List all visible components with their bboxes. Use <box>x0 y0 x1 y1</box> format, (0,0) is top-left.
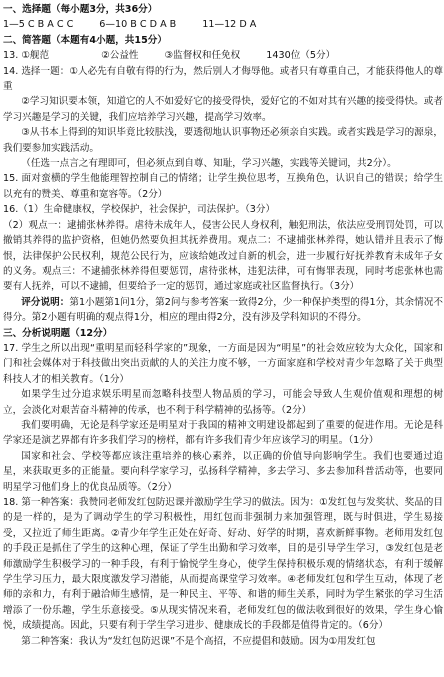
q13-blank: 1430位（5分） <box>266 50 336 62</box>
q18-answer-one: 18. 第一种答案：我赞同老师发红包防迟课并激励学生学习的做法。因为：①发红包与发奖状、奖品的目的是一样的，是为了调动学生的学习积极性，用红包而非强制力来加强管理，既与时俱进，学生易接受，又拉近了师生距离。②青少年学生正处在好奇、好动、好学的时期，喜欢新鲜事物。老师用发红包的手段正是抓住了学生的这种心理，保证了学生出勤和学习效率，目的是引导学生学习，③发红包是老师激励学生积极学习的一种手段，有利于愉悦学生身心，使学生保持积极乐观的情绪状态，有利于缓解学生学习压力，最大限度激发学习潜能，从而提高课堂学习效率。④老师发红包和学生互动，体现了老师的亲和力，有利于融洽师生感情，是一种民主、平等、和谐的师生关系，同时为学生紧张的学习生活增添了一份乐趣，学生乐意接受。⑤从现实情况来看，老师发红包的做法收到很好的效果，学生身心愉悦，成绩提高。因此，只要有利于学生学习进步、健康成长的手段都是值得肯定的。（6分） <box>3 497 443 632</box>
q13-blank: ②公益性 <box>101 50 139 62</box>
q16-scoring-note <box>3 295 443 326</box>
q13-label: 13. <box>3 50 19 62</box>
q17-paragraph: 17. 学生之所以出现“重明星而轻科学家的”现象，一方面是因为“明星”的社会效应较为大众化，国家和门和社会媒体对于科技做出突出贡献的人的关注力度不够，一方面家庭和学校对青少年忽略了关于典型科技人才的相关教育。（1分） <box>3 342 443 385</box>
q17-paragraph: 如果学生过分追求娱乐明星而忽略科技型人物品质的学习，可能会导致人生观价值观和理想的树立，会淡化对艰苦奋斗精神的传承，也不利于科学精神的弘扬等。（2分） <box>3 389 443 416</box>
section-heading-choice: 一、选择题（每小题3分，共36分） <box>3 4 158 15</box>
q13-blank: ①舰范 <box>21 50 50 62</box>
q14-paragraph: （任选一点言之有理即可，但必须点到自尊、知耻，学习兴趣，实践等关键词，共2分）。 <box>21 158 397 170</box>
choice-answer-group: 1—5 C B A C C <box>3 19 74 31</box>
q13-answer <box>3 48 443 63</box>
choice-answer-group: 11—12 D A <box>202 19 257 31</box>
q14-paragraph: 14. 选择一题：①人必先有自敬有得的行为，然后别人才侮辱他。或者只有尊重自己，才能获得他人的尊重 <box>3 65 443 93</box>
choice-answers <box>3 17 443 32</box>
q16-part1: 16.（1）生命健康权，学校保护，社会保护，司法保护。（3分） <box>3 204 276 216</box>
q16-part2: （2）观点一：逮捕张林养得。虐待未成年人，侵害公民人身权利，触犯刑法，依法应受刑罚处罚，可以撤销其养得的监护资格，但她仍然要负担其抚养费用。观点二：不逮捕张林养得，她认错并且表示了悔恨，法律保护公民权利，规范公民行为，应该给她改过自新的机会，进一步履行好抚养教育未成年子女的义务。观点三：不逮捕张林养得但要惩罚，虐待张林，违犯法律，可有悔罪表现，同时考虑张林也需要有人抚养，可以不逮捕，但要给予一定的惩罚，通过家庭或社区监督执行。（3分） <box>3 219 443 293</box>
q17-paragraph: 国家和社会、学校等都应该注重培养的核心素养，以正确的价值导向影响学生。我们也要通过追星，来获取更多的正能量。要向科学家学习，弘扬科学精神，多去学习、多去参加科普活动等，也要同明星学习他们身上的优良品质等。（2分） <box>3 450 443 493</box>
q15-answer: 15. 面对蛮横的学生他能理智控制自己的情绪；让学生换位思考，互换角色，认识自己的错误；给学生以充有的赞美、尊重和宽容等。（2分） <box>3 173 443 200</box>
q18-answer-two: 第二种答案：我认为“发红包防迟课”不是个高招，不应提倡和鼓励。因为①用发红包 <box>21 635 376 647</box>
choice-answer-group: 6—10 B C D A B <box>99 19 177 31</box>
q13-blank: ③监督权和任免权 <box>164 50 241 62</box>
q14-paragraph: ②学习知识要本领，知道它的人不如爱好它的接受得快，爱好它的不如对其有兴趣的接受得快。或者学习兴趣是学习的关键，我们应培养学习兴趣，提高学习效率。 <box>3 96 443 123</box>
scoring-note-text: 第1小题第1问1分，第2问与参考答案一致得2分，少一种保护类型的得1分，其余情况不得分。第2小题有明确的观点得1分，相应的理由得2分，没有涉及学科知识的不得分。 <box>3 296 443 324</box>
section-heading-analysis: 三、分析说明题（12分） <box>3 327 113 339</box>
section-heading-short-answer: 二、简答题（本题有4小题，共15分） <box>3 34 167 46</box>
scoring-note-label: 评分说明： <box>21 296 70 308</box>
q17-paragraph: 我们要明确，无论是科学家还是明星对于我国的精神文明建设都起到了重要的促进作用。无论是科学家还是演艺界都有许多我们学习的榜样，都有许多我们青少年应该学习的明星。（1分） <box>3 419 443 447</box>
q14-paragraph: ③从书本上得到的知识毕竟比较肤浅，要透彻地认识事物还必须亲自实践。或者实践是学习的源泉，我们要参加实践活动。 <box>3 127 443 154</box>
